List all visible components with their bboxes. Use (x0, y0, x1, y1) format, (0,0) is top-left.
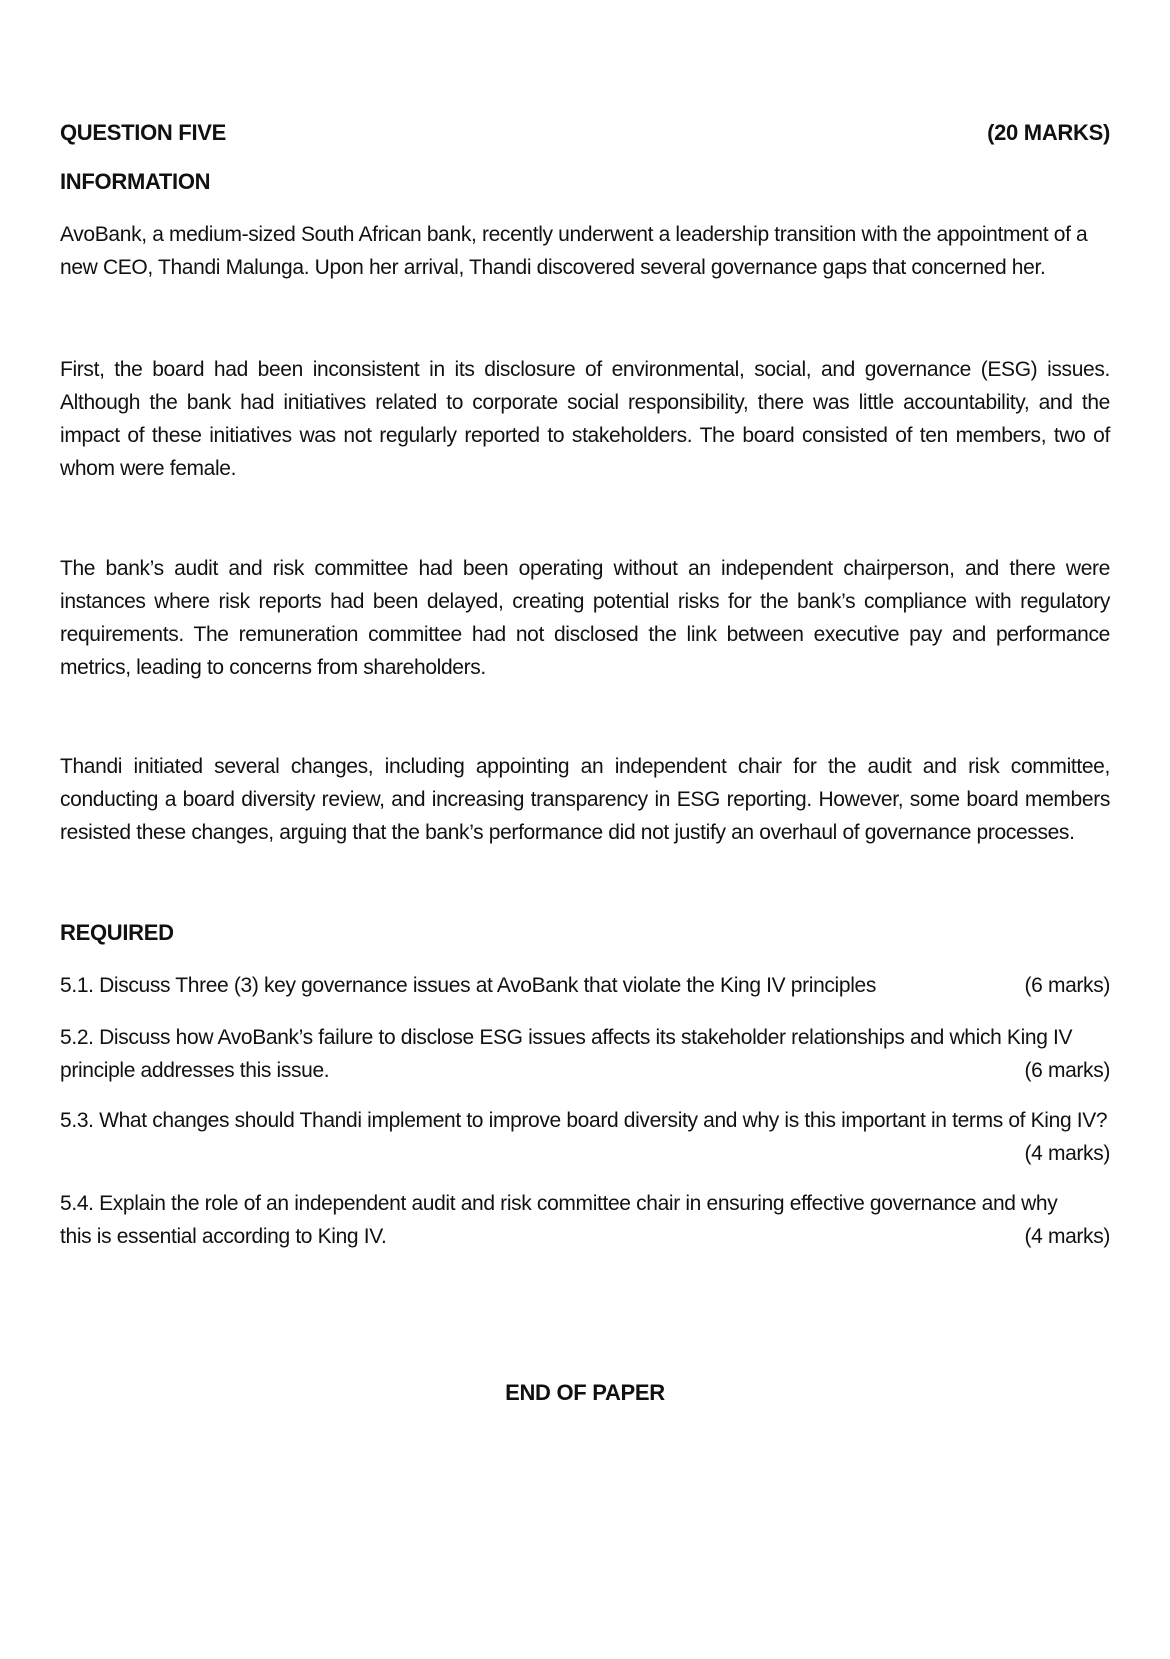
question-total-marks: (20 MARKS) (987, 120, 1110, 145)
required-item-text: 5.4. Explain the role of an independent audit and risk committee chair in ensuring effective governance and why this is essential according to King IV. (60, 1192, 1058, 1248)
required-item-5-3 (60, 1104, 1110, 1165)
required-item-marks: (6 marks) (1024, 974, 1110, 997)
end-of-paper: END OF PAPER (505, 1380, 665, 1405)
required-item-text: 5.1. Discuss Three (3) key governance issues at AvoBank that violate the King IV principles (60, 974, 876, 997)
information-heading: INFORMATION (60, 169, 211, 194)
required-item-text: 5.2. Discuss how AvoBank’s failure to disclose ESG issues affects its stakeholder relationships and which King IV principle addresses this issue. (60, 1026, 1073, 1082)
required-item-marks: (6 marks) (1024, 1059, 1110, 1082)
information-paragraph-4: Thandi initiated several changes, including appointing an independent chair for the audit and risk committee, conducting a board diversity review, and increasing transparency in ESG reporting. However, some board members resisted these changes, arguing that the bank’s performance did not justify an overhaul of governance processes. (60, 755, 1110, 844)
required-item-marks: (4 marks) (1024, 1142, 1110, 1165)
information-paragraph-1: AvoBank, a medium-sized South African bank, recently underwent a leadership transition with the appointment of a new CEO, Thandi Malunga. Upon her arrival, Thandi discovered several governance gaps that concerned her. (60, 223, 1088, 279)
question-title: QUESTION FIVE (60, 120, 227, 145)
required-item-5-1 (60, 969, 1110, 1002)
required-item-5-4 (60, 1187, 1110, 1253)
required-heading: REQUIRED (60, 920, 174, 945)
information-paragraph-2: First, the board had been inconsistent in its disclosure of environmental, social, and governance (ESG) issues. Although the bank had initiatives related to corporate social responsibility, there was little accountability, and the impact of these initiatives was not regularly reported to stakeholders. The board consisted of ten members, two of whom were female. (60, 358, 1110, 480)
exam-page (60, 0, 1110, 1659)
required-item-marks: (4 marks) (1024, 1225, 1110, 1248)
question-header (60, 120, 1110, 146)
required-item-5-2 (60, 1021, 1110, 1087)
required-item-text: 5.3. What changes should Thandi implement to improve board diversity and why is this important in terms of King IV? (60, 1109, 1108, 1132)
information-paragraph-3: The bank’s audit and risk committee had been operating without an independent chairperson, and there were instances where risk reports had been delayed, creating potential risks for the bank’s compliance with regulatory requirements. The remuneration committee had not disclosed the link between executive pay and performance metrics, leading to concerns from shareholders. (60, 557, 1110, 679)
